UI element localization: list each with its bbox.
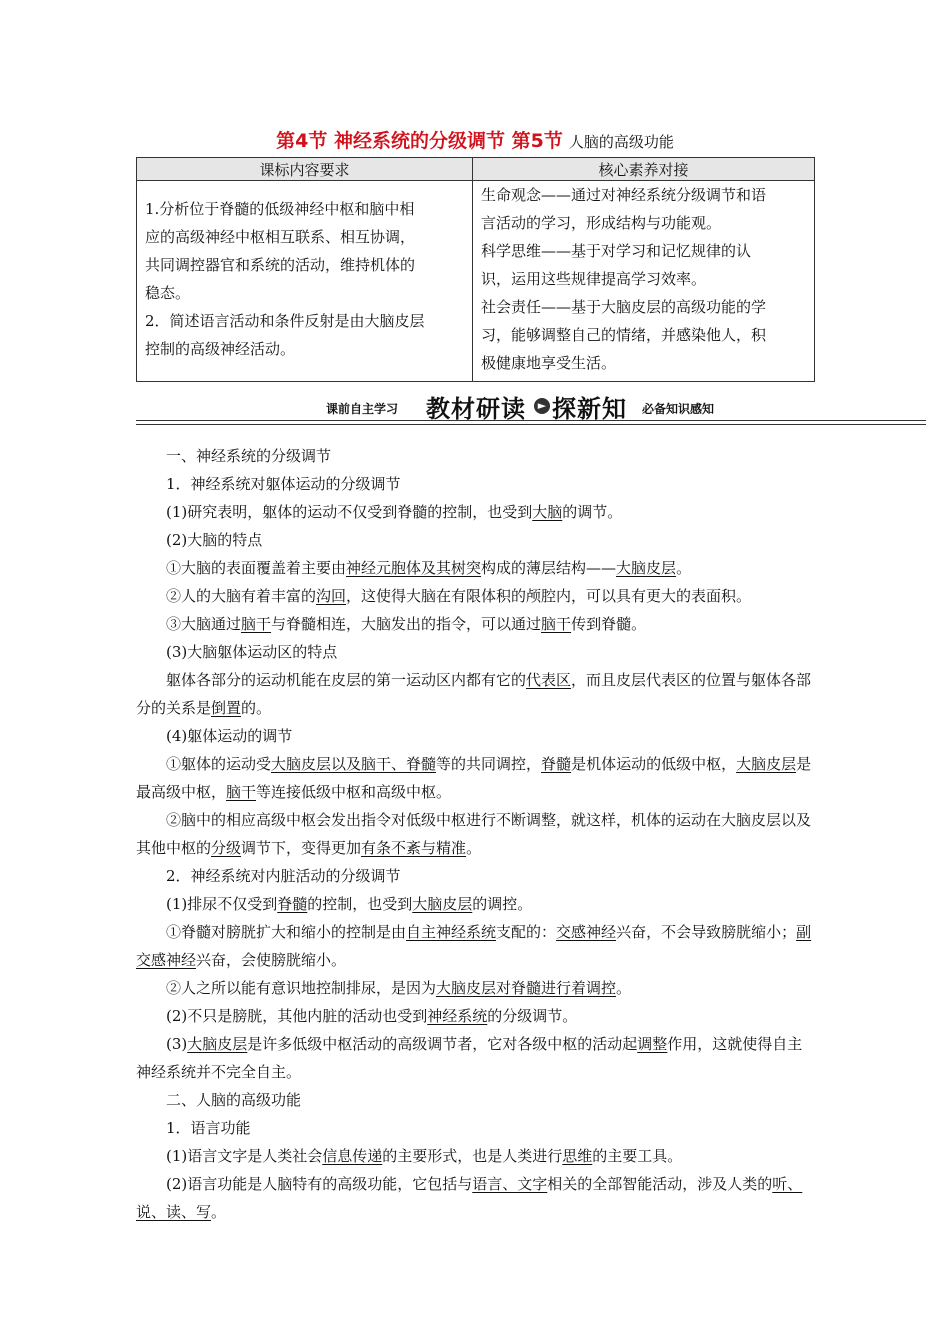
section-heading: 二、人脑的高级功能 bbox=[166, 1091, 302, 1109]
answer-blank: 信息传递 bbox=[322, 1147, 383, 1165]
answer-blank: 思维 bbox=[562, 1147, 593, 1165]
section-banner bbox=[136, 389, 926, 423]
req-line: 2．简述语言活动和条件反射是由大脑皮层 bbox=[145, 312, 425, 330]
paragraph: ①躯体的运动受大脑皮层以及脑干、脊髓等的共同调控，脊髓是机体运动的低级中枢，大脑皮层是最高级中枢，脑干等连接低级中枢和高级中枢。 bbox=[136, 755, 812, 801]
answer-blank: 神经元胞体及其树突 bbox=[346, 559, 482, 577]
answer-blank: 有条不紊与精准 bbox=[361, 839, 467, 857]
banner-divider bbox=[136, 420, 926, 425]
req-line: 控制的高级神经活动。 bbox=[145, 340, 296, 358]
paragraph: (1)语言文字是人类社会信息传递的主要形式，也是人类进行思维的主要工具。 bbox=[166, 1147, 683, 1165]
answer-blank: 脑干 bbox=[241, 615, 272, 633]
subsection-heading: 2．神经系统对内脏活动的分级调节 bbox=[166, 867, 401, 885]
subsection-heading: 1．语言功能 bbox=[166, 1119, 251, 1137]
answer-blank: 副交感神经 bbox=[136, 923, 812, 969]
paragraph: ①脊髓对膀胱扩大和缩小的控制是由自主神经系统支配的：交感神经兴奋，不会导致膀胱缩小；副交感神经兴奋，会使膀胱缩小。 bbox=[136, 923, 812, 969]
paragraph: 躯体各部分的运动机能在皮层的第一运动区内都有它的代表区，而且皮层代表区的位置与躯体各部分的关系是倒置的。 bbox=[136, 671, 812, 717]
req-line: 共同调控器官和系统的活动，维持机体的 bbox=[145, 256, 416, 274]
requirements-table bbox=[136, 157, 815, 382]
answer-blank: 大脑皮层 bbox=[616, 559, 677, 577]
paragraph: ②人之所以能有意识地控制排尿，是因为大脑皮层对脊髓进行着调控。 bbox=[166, 979, 632, 997]
answer-blank: 沟回 bbox=[316, 587, 347, 605]
paragraph: ①大脑的表面覆盖着主要由神经元胞体及其树突构成的薄层结构——大脑皮层。 bbox=[166, 559, 692, 577]
answer-blank: 自主神经系统 bbox=[406, 923, 497, 941]
paragraph: ③大脑通过脑干与脊髓相连，大脑发出的指令，可以通过脑干传到脊髓。 bbox=[166, 615, 647, 633]
banner-left-label: 课前自主学习 bbox=[326, 402, 399, 416]
paragraph: (4)躯体运动的调节 bbox=[166, 727, 293, 745]
literacy-line: 社会责任——基于大脑皮层的高级功能的学 bbox=[481, 298, 767, 316]
literacy-line: 识，运用这些规律提高学习效率。 bbox=[481, 270, 707, 288]
answer-blank: 大脑皮层 bbox=[736, 755, 797, 773]
main-content bbox=[136, 442, 816, 1226]
answer-blank: 听、说、读、写 bbox=[136, 1175, 803, 1221]
banner-right-label: 必备知识感知 bbox=[642, 402, 715, 416]
answer-blank: 代表区 bbox=[526, 671, 572, 689]
col2-header: 核心素养对接 bbox=[473, 158, 815, 181]
page-title bbox=[0, 126, 950, 153]
section-heading: 一、神经系统的分级调节 bbox=[166, 447, 332, 465]
paragraph: ②脑中的相应高级中枢会发出指令对低级中枢进行不断调整，就这样，机体的运动在大脑皮层以及其他中枢的分级调节下，变得更加有条不紊与精准。 bbox=[136, 811, 812, 857]
answer-blank: 神经系统 bbox=[427, 1007, 488, 1025]
title-sub: 人脑的高级功能 bbox=[568, 133, 674, 151]
req-line: 稳态。 bbox=[145, 284, 191, 302]
answer-blank: 大脑皮层以及脑干、脊髓 bbox=[271, 755, 437, 773]
paragraph: (3)大脑躯体运动区的特点 bbox=[166, 643, 338, 661]
answer-blank: 语言、文字 bbox=[472, 1175, 548, 1193]
paragraph: (1)排尿不仅受到脊髓的控制，也受到大脑皮层的调控。 bbox=[166, 895, 533, 913]
answer-blank: 脊髓 bbox=[541, 755, 572, 773]
paragraph: (3)大脑皮层是许多低级中枢活动的高级调节者，它对各级中枢的活动起调整作用，这就使得自主神经系统并不完全自主。 bbox=[136, 1035, 803, 1081]
paragraph: ②人的大脑有着丰富的沟回，这使得大脑在有限体积的颅腔内，可以具有更大的表面积。 bbox=[166, 587, 752, 605]
paragraph: (2)大脑的特点 bbox=[166, 531, 263, 549]
literacy-line: 习，能够调整自己的情绪，并感染他人，积 bbox=[481, 326, 767, 344]
literacy-line: 科学思维——基于对学习和记忆规律的认 bbox=[481, 242, 752, 260]
title-main: 第4节 神经系统的分级调节 第5节 bbox=[276, 130, 563, 152]
literacy-line: 极健康地享受生活。 bbox=[481, 354, 617, 372]
answer-blank: 调整 bbox=[637, 1035, 668, 1053]
answer-blank: 脑干 bbox=[541, 615, 572, 633]
answer-blank: 大脑 bbox=[532, 503, 563, 521]
answer-blank: 大脑皮层 bbox=[412, 895, 473, 913]
col1-header: 课标内容要求 bbox=[137, 158, 473, 181]
answer-blank: 大脑皮层对脊髓进行着调控 bbox=[436, 979, 617, 997]
banner-title-left: 教材研读 bbox=[426, 395, 526, 423]
literacy-line: 言活动的学习，形成结构与功能观。 bbox=[481, 214, 722, 232]
req-line: 应的高级神经中枢相互联系、相互协调， bbox=[145, 228, 416, 246]
banner-title-right: 探新知 bbox=[552, 395, 627, 423]
answer-blank: 脑干 bbox=[226, 783, 257, 801]
answer-blank: 分级 bbox=[211, 839, 242, 857]
core-literacy-cell bbox=[473, 181, 815, 382]
literacy-line: 生命观念——通过对神经系统分级调节和语 bbox=[481, 186, 767, 204]
curriculum-requirements-cell bbox=[137, 181, 473, 382]
subsection-heading: 1．神经系统对躯体运动的分级调节 bbox=[166, 475, 401, 493]
answer-blank: 倒置 bbox=[211, 699, 242, 717]
paragraph: (2)语言功能是人脑特有的高级功能，它包括与语言、文字相关的全部智能活动，涉及人类的听、说、读、写。 bbox=[136, 1175, 803, 1221]
answer-blank: 脊髓 bbox=[277, 895, 308, 913]
paragraph: (1)研究表明，躯体的运动不仅受到脊髓的控制，也受到大脑的调节。 bbox=[166, 503, 623, 521]
chevron-right-icon: ► bbox=[534, 398, 550, 414]
req-line: 1.分析位于脊髓的低级神经中枢和脑中相 bbox=[145, 200, 415, 218]
answer-blank: 大脑皮层 bbox=[187, 1035, 248, 1053]
answer-blank: 交感神经 bbox=[556, 923, 617, 941]
paragraph: (2)不只是膀胱，其他内脏的活动也受到神经系统的分级调节。 bbox=[166, 1007, 578, 1025]
